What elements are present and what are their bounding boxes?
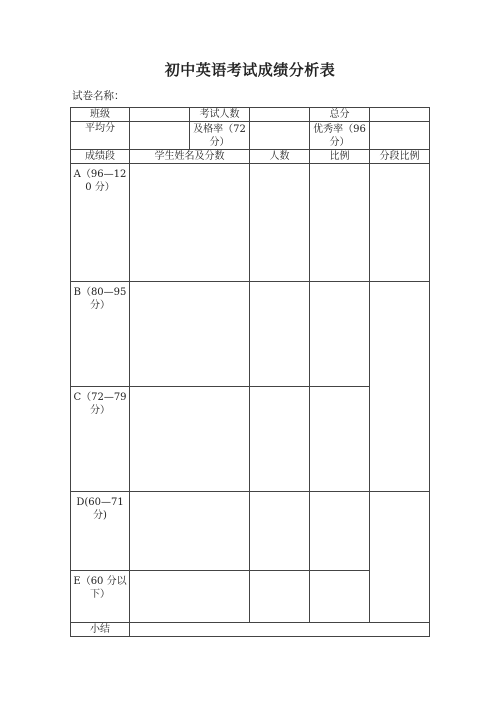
class-label: 班级 (71, 108, 130, 122)
page-title: 初中英语考试成绩分析表 (164, 61, 336, 79)
grade-bc-segment-ratio-cell[interactable] (370, 282, 430, 492)
class-value-cell[interactable] (130, 108, 190, 122)
summary-row (71, 623, 430, 637)
grade-row-b (71, 282, 430, 387)
excellent-rate-value-cell[interactable] (370, 122, 430, 150)
grade-row-a (71, 164, 430, 282)
score-analysis-table (70, 107, 430, 637)
total-value-cell[interactable] (370, 108, 430, 122)
total-label: 总分 (310, 108, 370, 122)
pass-rate-value-cell[interactable] (250, 122, 310, 150)
grade-d-names-cell[interactable] (130, 492, 250, 571)
exam-count-label: 考试人数 (190, 108, 250, 122)
grade-label-b: B（80—95 分） (71, 282, 130, 387)
pass-rate-label: 及格率（72 分） (190, 122, 250, 150)
grade-row-d (71, 492, 430, 571)
grade-a-segment-ratio-cell[interactable] (370, 164, 430, 282)
grade-e-ratio-cell[interactable] (310, 571, 370, 623)
grade-c-count-cell[interactable] (250, 387, 310, 492)
paper-name-label: 试卷名称： (72, 90, 125, 102)
table-row-class (71, 108, 430, 122)
grade-label-c: C（72—79 分） (71, 387, 130, 492)
grade-a-names-cell[interactable] (130, 164, 250, 282)
grade-e-names-cell[interactable] (130, 571, 250, 623)
grade-a-ratio-cell[interactable] (310, 164, 370, 282)
grade-d-count-cell[interactable] (250, 492, 310, 571)
summary-label: 小结 (71, 623, 130, 637)
average-value-cell[interactable] (130, 122, 190, 150)
column-header-count: 人数 (250, 150, 310, 164)
column-header-grade: 成绩段 (71, 150, 130, 164)
column-header-names: 学生姓名及分数 (130, 150, 250, 164)
grade-e-count-cell[interactable] (250, 571, 310, 623)
grade-c-ratio-cell[interactable] (310, 387, 370, 492)
grade-label-e: E（60 分以下） (71, 571, 130, 623)
grade-de-segment-ratio-cell[interactable] (370, 492, 430, 623)
grade-d-ratio-cell[interactable] (310, 492, 370, 571)
table-row-rates (71, 122, 430, 150)
summary-content-cell[interactable] (130, 623, 430, 637)
average-label: 平均分 (71, 122, 130, 150)
grade-b-ratio-cell[interactable] (310, 282, 370, 387)
grade-label-a: A（96—120 分） (71, 164, 130, 282)
grade-a-count-cell[interactable] (250, 164, 310, 282)
exam-count-value-cell[interactable] (250, 108, 310, 122)
grade-b-names-cell[interactable] (130, 282, 250, 387)
column-header-segment-ratio: 分段比例 (370, 150, 430, 164)
excellent-rate-label: 优秀率（96 分） (310, 122, 370, 150)
column-header-ratio: 比例 (310, 150, 370, 164)
grade-c-names-cell[interactable] (130, 387, 250, 492)
table-header-row (71, 150, 430, 164)
grade-label-d: D(60—71 分) (71, 492, 130, 571)
grade-b-count-cell[interactable] (250, 282, 310, 387)
